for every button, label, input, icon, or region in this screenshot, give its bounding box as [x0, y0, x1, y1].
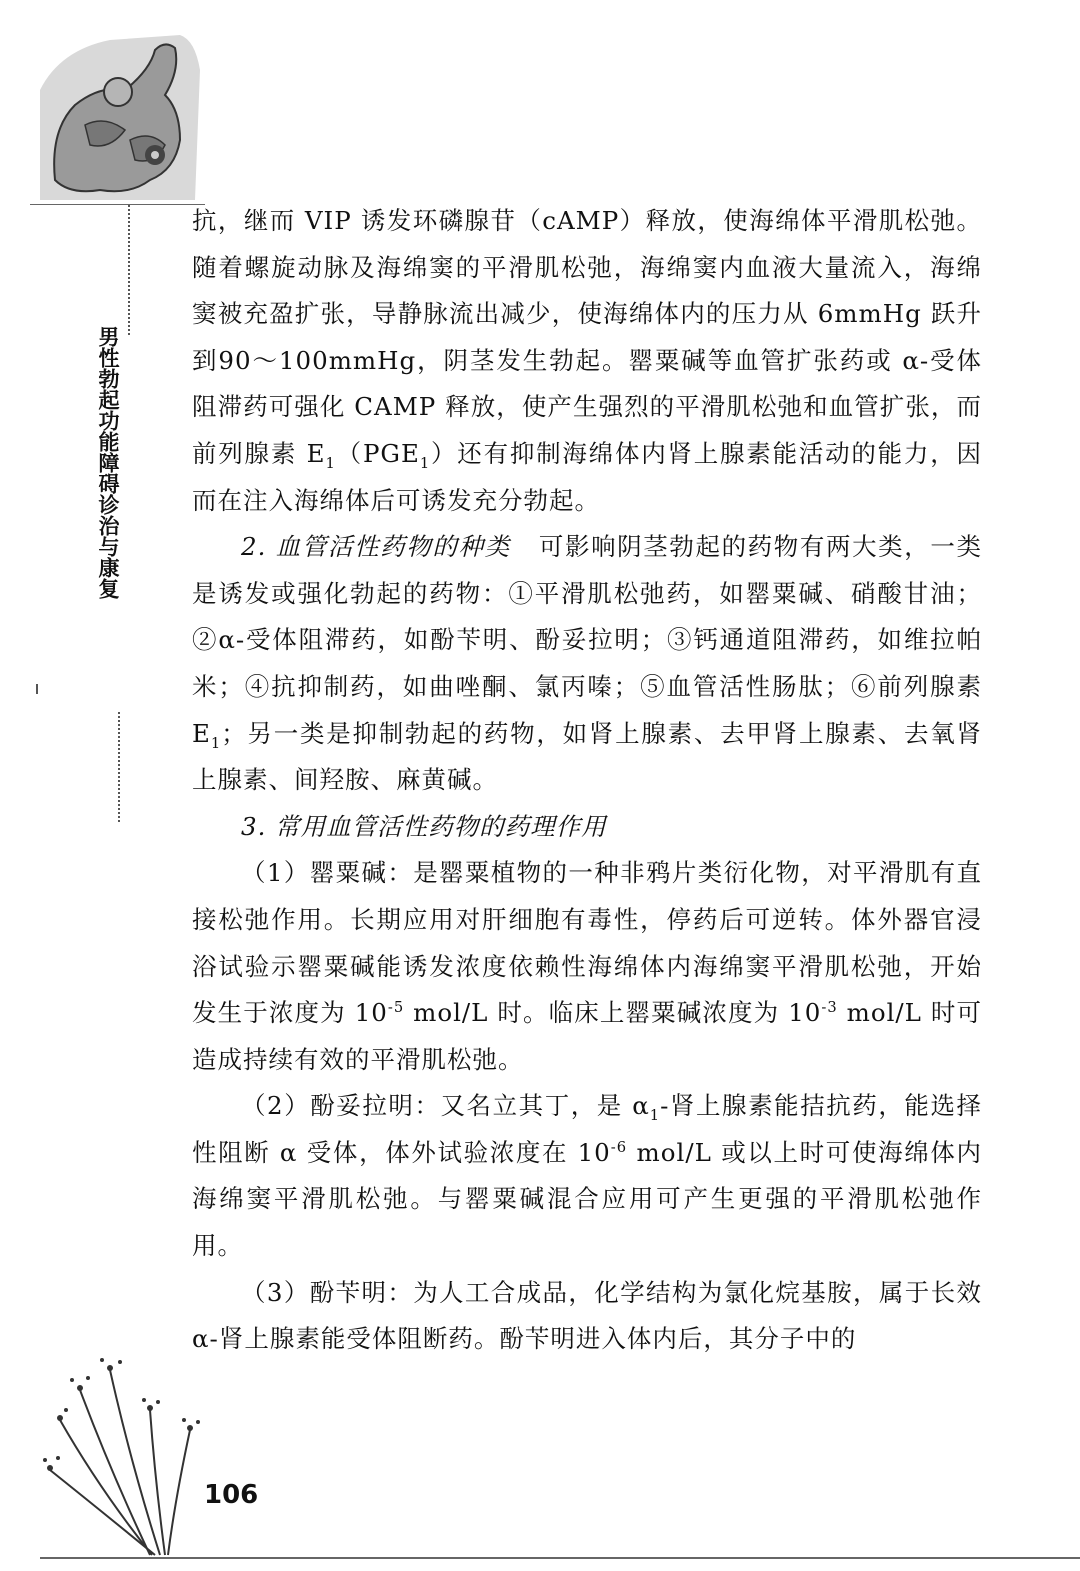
grass-sketch-decoration: [40, 1350, 280, 1560]
bodybuilder-illustration: [30, 30, 205, 205]
page-body: [192, 198, 982, 1363]
dotted-guide-lower: [118, 712, 120, 822]
paragraph-1: 抗，继而 VIP 诱发环磷腺苷（cAMP）释放，使海绵体平滑肌松弛。随着螺旋动脉及海绵窦的平滑肌松弛，海绵窦内血液大量流入，海绵窦被充盈扩张，导静脉流出减少，使海绵体内的压力从 6mmHg 跃升到90～100mmHg，阴茎发生勃起。罂粟碱等血管扩张药或 α-受体阻滞药可强化 CAMP 释放，使产生强烈的平滑肌松弛和血管扩张，而前列腺素 $E_1(PGE_1)$还有抑制海绵体内肾上腺素能活动的能力，因而在注入海绵体后可诱发充分勃起。: [192, 206, 982, 515]
section-heading-2: 2. 血管活性药物的种类: [241, 532, 511, 562]
margin-tick: [36, 684, 38, 694]
page-number: 106: [204, 1480, 259, 1510]
bottom-rule: [40, 1557, 1080, 1559]
running-title: 男性勃起功能障碍诊治与康复: [96, 326, 120, 599]
paragraph-2: 2. 血管活性药物的种类 可影响阴茎勃起的药物有两大类，一类是诱发或强化勃起的药物：①平滑肌松弛药，如罂粟碱、硝酸甘油；②α-受体阻滞药，如酚苄明、酚妥拉明；③钙通道阻滞药，如维拉帕米；④抗抑制药，如曲唑酮、氯丙嗪；⑤血管活性肠肽；⑥前列腺素 $E_1$；另一类是抑制勃起的药物，如肾上腺素、去甲肾上腺素、去氧肾上腺素、间羟胺、麻黄碱。: [192, 532, 982, 795]
paragraph-phenoxybenzamine: （3）酚苄明：为人工合成品，化学结构为氯化烷基胺，属于长效 α-肾上腺素能受体阻断药。酚苄明进入体内后，其分子中的: [192, 1277, 982, 1354]
dotted-guide-upper: [128, 205, 130, 335]
paragraph-phentolamine: （2）酚妥拉明：又名立其丁，是 $\alpha_1-$肾上腺素能拮抗药，能选择性阻断 α 受体，体外试验浓度在 $10^{-6}$ mol/L 或以上时可使海绵体内海绵窦平滑肌松弛。与罂粟碱混合应用可产生更强的平滑肌松弛作用。: [192, 1091, 983, 1261]
section-heading-3: 3. 常用血管活性药物的药理作用: [241, 811, 607, 841]
paragraph-papaverine: （1）罂粟碱：是罂粟植物的一种非鸦片类衍化物，对平滑肌有直接松弛作用。长期应用对肝细胞有毒性，停药后可逆转。体外器官浸浴试验示罂粟碱能诱发浓度依赖性海绵体内海绵窦平滑肌松弛，开始发生于浓度为 $10^{-5}$ mol/L 时。临床上罂粟碱浓度为 $10^{-3}$ mol/L 时可造成持续有效的平滑肌松弛。: [192, 858, 982, 1074]
